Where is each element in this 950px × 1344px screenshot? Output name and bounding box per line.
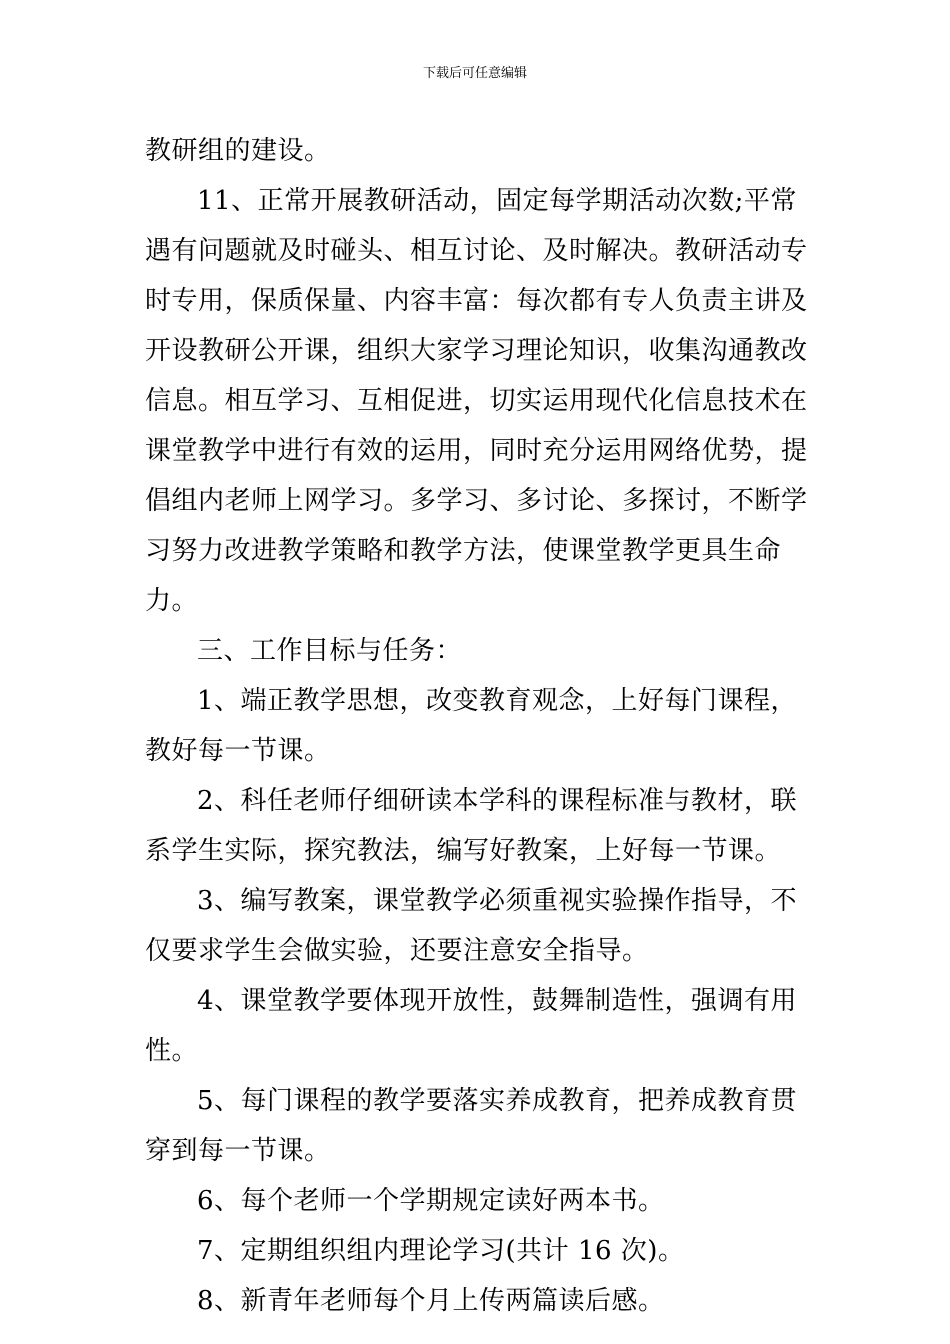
paragraph-goal-7: 7、定期组织组内理论学习(共计 16 次)。 bbox=[197, 1236, 685, 1266]
page-header: 下载后可任意编辑 bbox=[422, 66, 527, 81]
document-body bbox=[145, 126, 810, 1326]
section-heading-goals: 三、工作目标与任务： bbox=[197, 636, 463, 666]
paragraph-goal-4: 4、课堂教学要体现开放性，鼓舞制造性，强调有用性。 bbox=[145, 986, 798, 1066]
paragraph-goal-6: 6、每个老师一个学期规定读好两本书。 bbox=[197, 1186, 665, 1216]
paragraph-goal-8: 8、新青年老师每个月上传两篇读后感。 bbox=[197, 1286, 665, 1316]
paragraph-goal-1: 1、端正教学思想，改变教育观念，上好每门课程，教好每一节课。 bbox=[145, 686, 798, 766]
paragraph-intro: 教研组的建设。 bbox=[145, 136, 331, 166]
paragraph-goal-5: 5、每门课程的教学要落实养成教育，把养成教育贯穿到每一节课。 bbox=[145, 1086, 798, 1166]
paragraph-goal-2: 2、科任老师仔细研读本学科的课程标准与教材，联系学生实际，探究教法，编写好教案，上好每一节课。 bbox=[145, 786, 798, 866]
paragraph-goal-3: 3、编写教案，课堂教学必须重视实验操作指导，不仅要求学生会做实验，还要注意安全指导。 bbox=[145, 886, 798, 966]
paragraph-item-11: 11、正常开展教研活动，固定每学期活动次数;平常遇有问题就及时碰头、相互讨论、及时解决。教研活动专时专用，保质保量、内容丰富：每次都有专人负责主讲及开设教研公开课，组织大家学习理论知识，收集沟通教改信息。相互学习、互相促进，切实运用现代化信息技术在课堂教学中进行有效的运用，同时充分运用网络优势，提倡组内老师上网学习。多学习、多讨论、多探讨，不断学习努力改进教学策略和教学方法，使课堂教学更具生命力。 bbox=[145, 186, 808, 616]
